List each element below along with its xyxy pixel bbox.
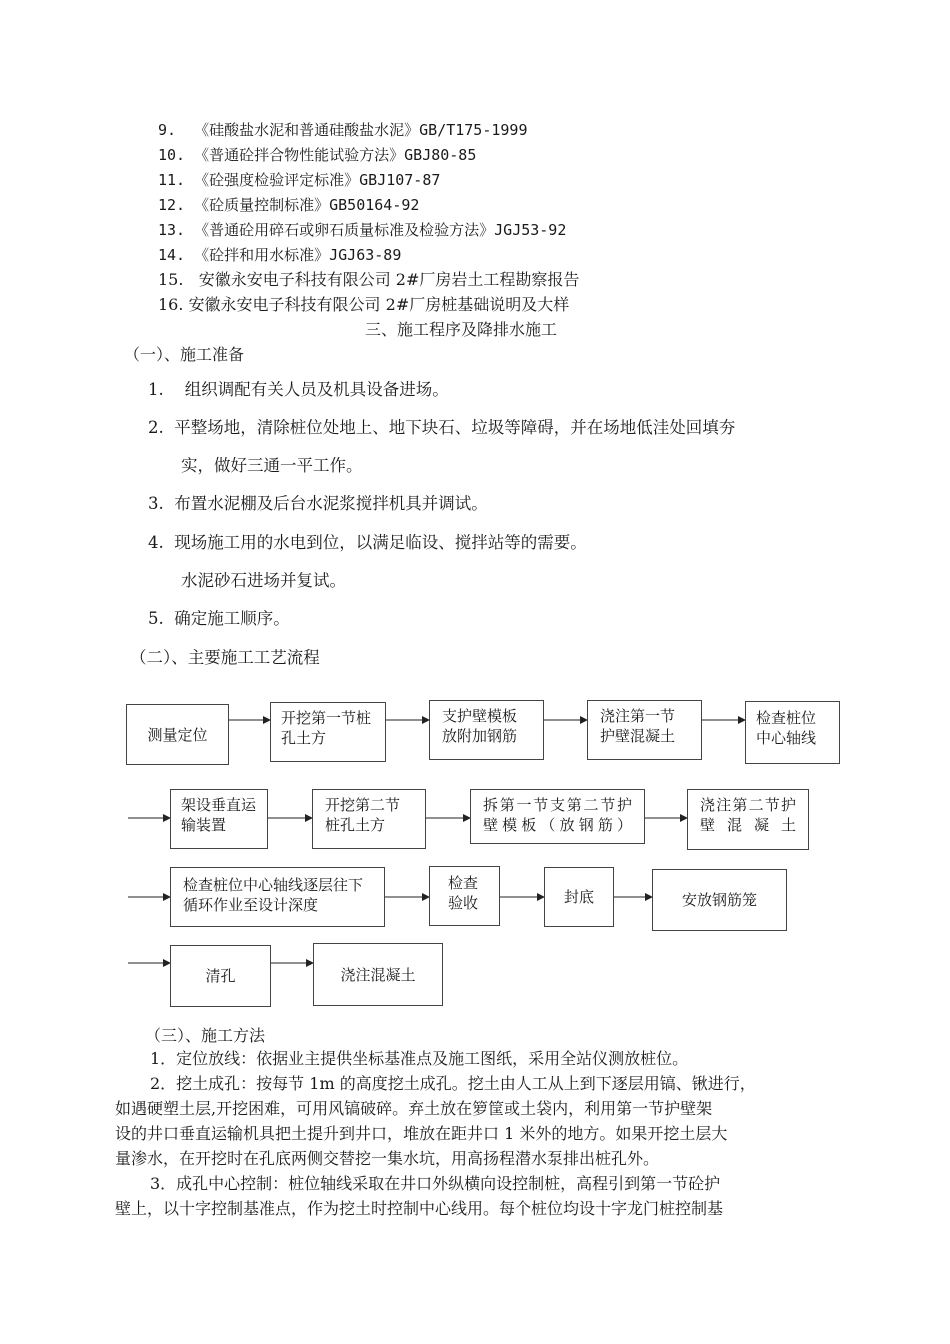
- prep-item: 3. 布置水泥棚及后台水泥浆搅拌机具并调试。: [148, 494, 488, 513]
- section-title: 三、施工程序及降排水施工: [365, 320, 558, 339]
- flow-step: 检查桩位中心轴线逐层往下循环作业至设计深度: [170, 867, 385, 927]
- reference-item: 15. 安徽永安电子科技有限公司 2#厂房岩土工程勘察报告: [158, 270, 580, 289]
- flow-step: 封底: [544, 867, 614, 927]
- reference-item: 14. 《砼拌和用水标准》JGJ63-89: [158, 246, 402, 264]
- method-paragraph-line: 设的井口垂直运输机具把土提升到井口，堆放在距井口 1 米外的地方。如果开挖土层大: [115, 1124, 728, 1143]
- method-paragraph-line: 如遇硬塑土层,开挖困难，可用风镐破碎。弃土放在箩筐或土袋内，利用第一节护壁架: [115, 1099, 713, 1118]
- flow-step: 清孔: [170, 945, 271, 1007]
- prep-item: 4. 现场施工用的水电到位，以满足临设、搅拌站等的需要。: [148, 533, 587, 552]
- prep-item-continuation: 水泥砂石进场并复试。: [181, 571, 346, 590]
- prep-item-continuation: 实，做好三通一平工作。: [181, 456, 363, 475]
- flow-step: 支护壁模板放附加钢筋: [429, 700, 544, 760]
- flow-step: 浇注第二节护壁混凝土: [687, 789, 809, 850]
- reference-item: 16. 安徽永安电子科技有限公司 2#厂房桩基础说明及大样: [158, 295, 570, 314]
- method-paragraph-line: 壁上，以十字控制基准点，作为挖土时控制中心线用。每个桩位均设十字龙门桩控制基: [115, 1199, 724, 1218]
- flow-step: 架设垂直运输装置: [170, 789, 268, 849]
- prep-heading: （一）、施工准备: [124, 345, 245, 364]
- methods-heading: （三）、施工方法: [145, 1026, 266, 1045]
- flow-heading: （二）、主要施工工艺流程: [130, 648, 320, 667]
- method-paragraph-line: 3．成孔中心控制：桩位轴线采取在井口外纵横向设控制桩，高程引到第一节砼护: [150, 1174, 721, 1193]
- flow-step: 检查桩位中心轴线: [745, 701, 840, 764]
- method-paragraph-line: 2．挖土成孔：按每节 1m 的高度挖土成孔。挖土由人工从上到下逐层用镐、锹进行，: [150, 1074, 756, 1093]
- method-paragraph-line: 量渗水，在开挖时在孔底两侧交替挖一集水坑，用高扬程潜水泵排出桩孔外。: [115, 1149, 660, 1168]
- reference-item: 13. 《普通砼用碎石或卵石质量标准及检验方法》JGJ53-92: [158, 221, 567, 239]
- flow-step: 安放钢筋笼: [652, 869, 787, 931]
- prep-item: 5. 确定施工顺序。: [148, 609, 290, 628]
- reference-item: 11. 《砼强度检验评定标准》GBJ107-87: [158, 171, 441, 189]
- reference-item: 10. 《普通砼拌合物性能试验方法》GBJ80-85: [158, 146, 477, 164]
- prep-item: 2. 平整场地，清除桩位处地上、地下块石、垃圾等障碍，并在场地低洼处回填夯: [148, 418, 736, 437]
- reference-item: 9. 《硅酸盐水泥和普通硅酸盐水泥》GB/T175-1999: [158, 121, 528, 139]
- flow-step: 开挖第二节桩孔土方: [312, 789, 426, 849]
- flow-step: 开挖第一节桩孔土方: [270, 702, 386, 762]
- flow-step: 测量定位: [126, 704, 229, 765]
- reference-item: 12. 《砼质量控制标准》GB50164-92: [158, 196, 420, 214]
- flow-step: 拆第一节支第二节护壁模板（放钢筋）: [470, 789, 645, 844]
- method-paragraph: 1．定位放线：依据业主提供坐标基准点及施工图纸，采用全站仪测放桩位。: [150, 1049, 689, 1068]
- flow-step: 浇注混凝土: [313, 943, 443, 1006]
- flow-step: 浇注第一节护壁混凝土: [587, 700, 702, 760]
- prep-item: 1. 组织调配有关人员及机具设备进场。: [148, 380, 449, 399]
- flow-step: 检查验收: [429, 866, 500, 926]
